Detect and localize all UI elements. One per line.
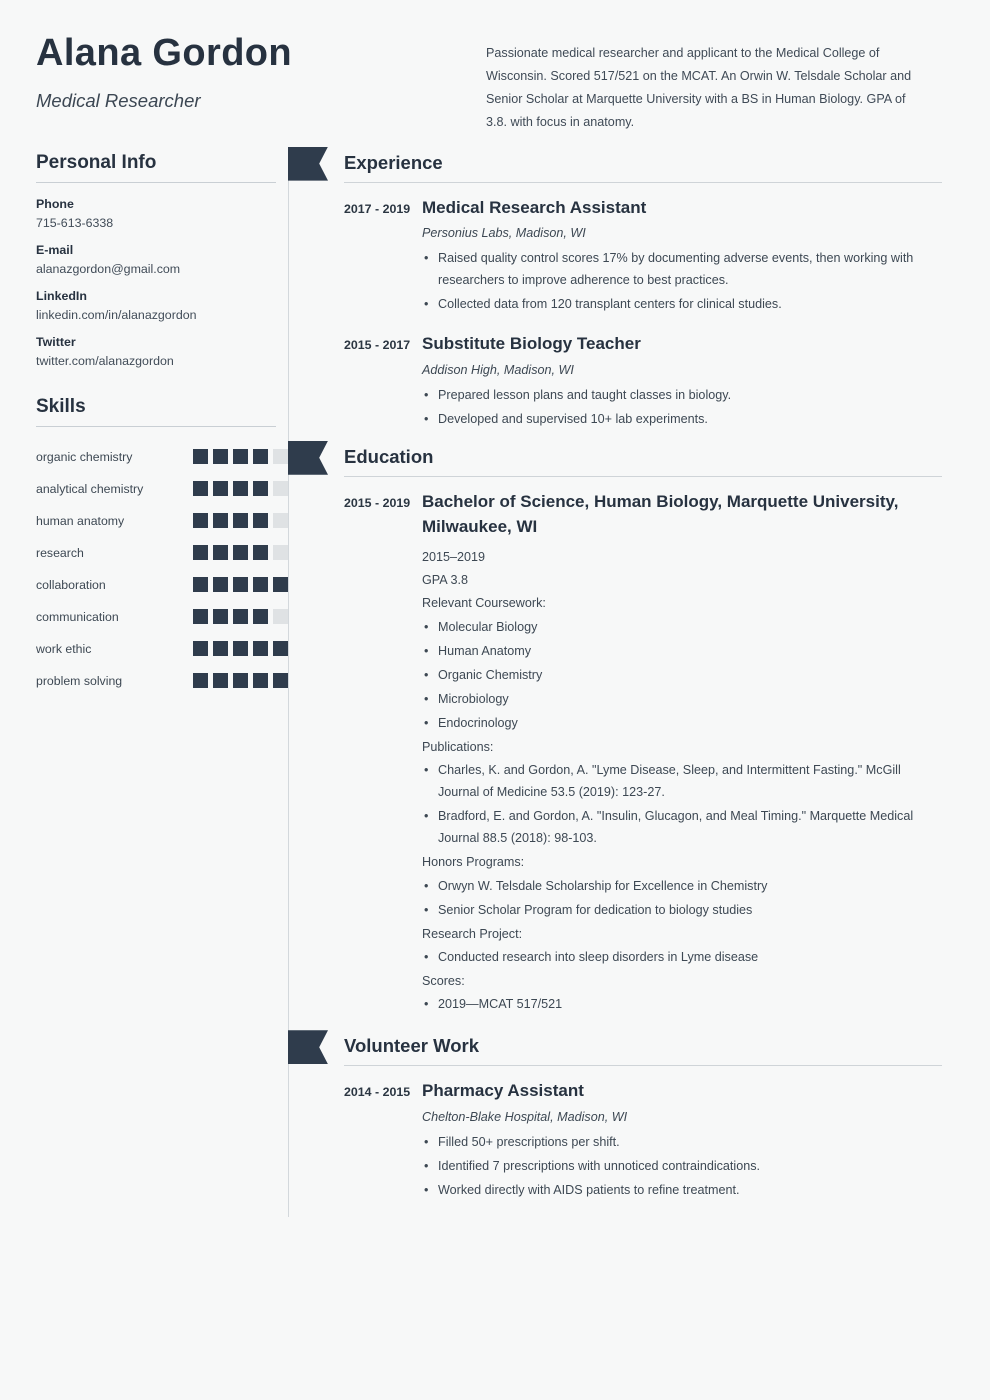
entry-bullets <box>422 247 942 315</box>
skill-row <box>36 665 288 697</box>
main-content <box>288 152 942 1217</box>
skill-level-meter <box>193 673 288 688</box>
skill-level-dot <box>233 609 248 624</box>
volunteer-entry <box>320 1078 942 1203</box>
contact-value[interactable]: 715-613-6338 <box>36 215 114 230</box>
list-item: • Microbiology <box>422 688 942 710</box>
page-title: Alana Gordon <box>36 32 293 74</box>
skill-level-dot <box>233 449 248 464</box>
entry-bullets <box>422 1131 942 1201</box>
education-group-label: Publications: <box>422 739 494 754</box>
section-title: Education <box>344 445 434 467</box>
professional-summary: Passionate medical researcher and applicant to the Medical College of Wisconsin. Scored 517/521 on the MCAT. An Orwin W. Telsdale Scholar and Senior Scholar at Marquette University with a BS in Human Biology. GPA of 3.8. with focus in anatomy. <box>486 46 912 129</box>
skill-label: organic chemistry <box>36 449 133 464</box>
contact-item-twitter <box>36 335 288 368</box>
skill-level-dot <box>213 577 228 592</box>
resume-header <box>0 0 990 134</box>
skill-level-dot <box>193 481 208 496</box>
list-item: • Bradford, E. and Gordon, A. "Insulin, Glucagon, and Meal Timing." Marquette Medical Journal 88.5 (2018): 98-103. <box>422 805 942 849</box>
education-group-label: Scores: <box>422 973 465 988</box>
skill-level-dot <box>233 481 248 496</box>
education-detail-groups <box>422 592 942 1015</box>
list-item: • Raised quality control scores 17% by documenting adverse events, then working with researchers to improve adherence to best practices. <box>422 247 942 291</box>
skill-level-dot <box>193 641 208 656</box>
list-item: • Organic Chemistry <box>422 664 942 686</box>
entry-date: 2017 - 2019 <box>344 201 411 216</box>
skill-level-dot <box>193 673 208 688</box>
contact-label: Phone <box>36 196 74 211</box>
skill-level-meter <box>193 481 288 496</box>
skill-level-meter <box>193 513 288 528</box>
education-years: 2015–2019 <box>422 549 486 564</box>
skill-level-dot <box>213 481 228 496</box>
list-item: • Endocrinology <box>422 712 942 734</box>
skill-level-dot <box>213 513 228 528</box>
skill-level-dot <box>253 513 268 528</box>
skill-level-dot <box>253 449 268 464</box>
section-title: Volunteer Work <box>344 1035 480 1057</box>
skill-label: collaboration <box>36 577 106 592</box>
skill-level-dot <box>193 545 208 560</box>
education-group-bullets <box>422 616 942 734</box>
skill-level-dot <box>273 481 288 496</box>
skill-level-dot <box>213 609 228 624</box>
entry-subtitle: Personius Labs, Madison, WI <box>422 226 586 241</box>
skill-level-meter <box>193 545 288 560</box>
section-volunteer-work <box>320 1035 942 1203</box>
skills-list <box>36 441 288 697</box>
skill-level-dot <box>193 449 208 464</box>
skill-level-dot <box>253 641 268 656</box>
divider <box>36 426 276 427</box>
entry-body <box>422 489 942 1017</box>
skill-level-dot <box>233 641 248 656</box>
skill-level-dot <box>233 673 248 688</box>
skill-label: analytical chemistry <box>36 481 144 496</box>
education-group-label: Honors Programs: <box>422 855 525 870</box>
skill-level-dot <box>253 609 268 624</box>
skill-level-dot <box>273 673 288 688</box>
education-group-bullets <box>422 993 942 1015</box>
skill-level-dot <box>193 609 208 624</box>
entry-body <box>422 1078 942 1203</box>
skill-level-dot <box>213 673 228 688</box>
education-group-bullets <box>422 875 942 921</box>
list-item: • Molecular Biology <box>422 616 942 638</box>
entry-body <box>422 195 942 318</box>
skill-level-dot <box>213 449 228 464</box>
list-item: • Conducted research into sleep disorders in Lyme disease <box>422 946 942 968</box>
education-group-label: Research Project: <box>422 926 523 941</box>
entry-title: Substitute Biology Teacher <box>422 334 641 354</box>
skill-level-dot <box>273 545 288 560</box>
list-item: • Senior Scholar Program for dedication to biology studies <box>422 899 942 921</box>
skill-row <box>36 441 288 473</box>
entry-title: Bachelor of Science, Human Biology, Marquette University, Milwaukee, WI <box>422 491 899 537</box>
job-title: Medical Researcher <box>36 89 201 111</box>
header-identity <box>36 32 486 134</box>
skill-level-meter <box>193 577 288 592</box>
skill-level-dot <box>253 545 268 560</box>
experience-entry <box>320 331 942 432</box>
skill-level-dot <box>253 577 268 592</box>
skill-level-meter <box>193 641 288 656</box>
section-header <box>320 152 942 176</box>
divider <box>36 182 276 183</box>
skill-row <box>36 569 288 601</box>
list-item: • Prepared lesson plans and taught classes in biology. <box>422 384 942 406</box>
skill-level-dot <box>273 513 288 528</box>
personal-info-heading: Personal Info <box>36 151 157 173</box>
education-gpa: GPA 3.8 <box>422 573 468 588</box>
entry-title: Pharmacy Assistant <box>422 1081 584 1101</box>
skill-label: problem solving <box>36 673 123 688</box>
skill-row <box>36 537 288 569</box>
section-header <box>320 1035 942 1059</box>
skill-label: research <box>36 545 84 560</box>
skill-level-dot <box>233 577 248 592</box>
list-item: • Collected data from 120 transplant centers for clinical studies. <box>422 293 942 315</box>
education-group-bullets <box>422 946 942 968</box>
divider <box>344 476 942 477</box>
sidebar <box>36 152 288 1217</box>
skill-level-dot <box>193 577 208 592</box>
skill-level-meter <box>193 609 288 624</box>
skill-label: human anatomy <box>36 513 125 528</box>
divider <box>344 182 942 183</box>
education-entry <box>320 489 942 1017</box>
skill-level-dot <box>273 449 288 464</box>
skill-level-dot <box>233 545 248 560</box>
skill-level-dot <box>213 641 228 656</box>
contact-value[interactable]: twitter.com/alanazgordon <box>36 353 174 368</box>
education-group-bullets <box>422 759 942 849</box>
skill-level-dot <box>253 481 268 496</box>
section-title: Experience <box>344 151 443 173</box>
contact-value[interactable]: alanazgordon@gmail.com <box>36 261 181 276</box>
resume-body <box>0 152 990 1217</box>
contact-item-linkedin <box>36 289 288 322</box>
skill-level-dot <box>253 673 268 688</box>
skill-row <box>36 601 288 633</box>
education-group-label: Relevant Coursework: <box>422 596 546 611</box>
entry-date: 2014 - 2015 <box>344 1085 411 1100</box>
skills-heading: Skills <box>36 395 86 417</box>
entry-subtitle: Addison High, Madison, WI <box>422 362 574 377</box>
entry-title: Medical Research Assistant <box>422 197 647 217</box>
contact-item-email <box>36 243 288 276</box>
entry-subtitle: Chelton-Blake Hospital, Madison, WI <box>422 1109 628 1124</box>
experience-entry <box>320 195 942 318</box>
section-experience <box>320 152 942 432</box>
list-item: • Orwyn W. Telsdale Scholarship for Excellence in Chemistry <box>422 875 942 897</box>
list-item: • Human Anatomy <box>422 640 942 662</box>
list-item: • Charles, K. and Gordon, A. "Lyme Disease, Sleep, and Intermittent Fasting." McGill Journal of Medicine 53.5 (2019): 123-27. <box>422 759 942 803</box>
skill-row <box>36 473 288 505</box>
section-education <box>320 446 942 1017</box>
skill-level-dot <box>213 545 228 560</box>
skill-level-dot <box>193 513 208 528</box>
skill-level-dot <box>273 609 288 624</box>
contact-label: Twitter <box>36 334 76 349</box>
entry-date: 2015 - 2017 <box>344 338 411 353</box>
skill-level-dot <box>273 577 288 592</box>
skill-label: communication <box>36 609 119 624</box>
section-header <box>320 446 942 470</box>
contact-item-phone <box>36 197 288 230</box>
list-item: • Developed and supervised 10+ lab experiments. <box>422 408 942 430</box>
skill-row <box>36 633 288 665</box>
skill-label: work ethic <box>36 641 92 656</box>
list-item: • Filled 50+ prescriptions per shift. <box>422 1131 942 1153</box>
contact-label: LinkedIn <box>36 288 87 303</box>
skill-level-meter <box>193 449 288 464</box>
skill-level-dot <box>273 641 288 656</box>
entry-bullets <box>422 384 942 430</box>
list-item: • 2019—MCAT 517/521 <box>422 993 942 1015</box>
contact-label: E-mail <box>36 242 74 257</box>
contact-value[interactable]: linkedin.com/in/alanazgordon <box>36 307 197 322</box>
entry-body <box>422 331 942 432</box>
list-item: • Identified 7 prescriptions with unnoticed contraindications. <box>422 1155 942 1177</box>
entry-date: 2015 - 2019 <box>344 495 411 510</box>
list-item: • Worked directly with AIDS patients to refine treatment. <box>422 1179 942 1201</box>
skill-row <box>36 505 288 537</box>
divider <box>344 1065 942 1066</box>
skill-level-dot <box>233 513 248 528</box>
